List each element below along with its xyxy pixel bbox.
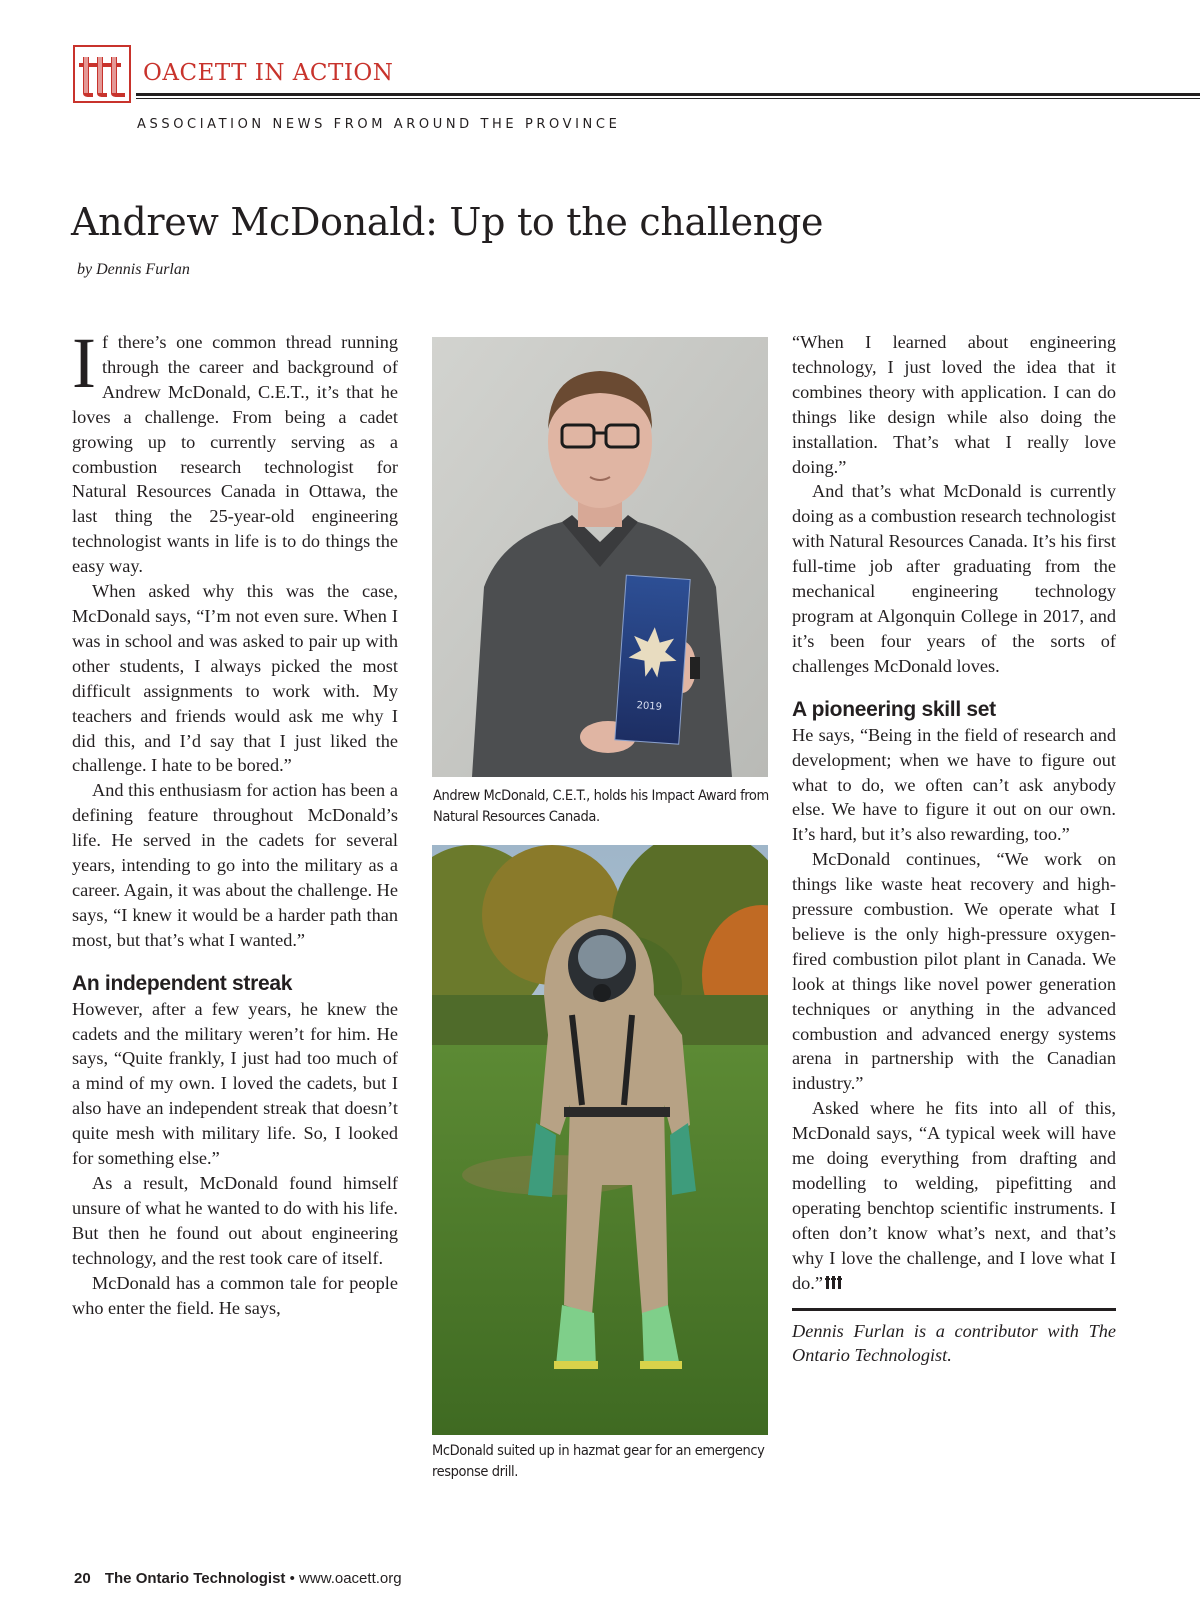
subheading: An independent streak — [72, 971, 293, 995]
author-bio: Dennis Furlan is a contributor with The Ontario Technologist. — [792, 1320, 1116, 1366]
oacett-logo-icon — [73, 45, 131, 103]
publication-name: The Ontario Technologist — [104, 1570, 286, 1587]
article-paragraph: McDonald has a common tale for people who enter the field. He says, — [72, 1272, 398, 1318]
header-rule-thin — [136, 98, 1200, 99]
article-paragraph: As a result, McDonald found himself unsure of what he wanted to do with his life. But then he found out about engineering technology, and the rest took care of itself. — [72, 1173, 398, 1268]
section-title: OACETT IN ACTION — [143, 60, 394, 86]
article-paragraph: When asked why this was the case, McDonald says, “I’m not even sure. When I was in school and was asked to pair up with other students, I always picked the most difficult assignments to work with. My teachers and friends would ask me why I did this, and I’d say that I just liked the challenge. I hate to be bored.” — [72, 581, 398, 776]
subheading: A pioneering skill set — [792, 697, 996, 721]
section-tagline: ASSOCIATION NEWS FROM AROUND THE PROVINCE — [137, 117, 621, 132]
drop-cap: I — [72, 323, 96, 403]
article-paragraph: He says, “Being in the field of research and development; when we have to figure out what to do, we often can’t ask anybody else. We have to figure it out on our own. It’s hard, but it’s also rewarding, too.” — [792, 724, 1116, 845]
article-byline: by Dennis Furlan — [77, 261, 190, 278]
paragraph-text: f there’s one common thread running through the career and background of Andrew McDonald, C.E.T., it’s that he loves a challenge. From being a cadet growing up to currently serving as a combustion research technologist for Natural Resources Canada in Ottawa, the last thing the 25-year-old engineering technologist wants in life is to do things the easy way. — [72, 332, 398, 577]
article-paragraph: And that’s what McDonald is currently doing as a combustion research technologist with Natural Resources Canada. It’s his first full-time job after graduating from the mechanical engineering technology program at Algonquin College in 2017, and it’s been four years of the sorts of challenges McDonald loves. — [792, 481, 1116, 676]
website-link[interactable]: www.oacett.org — [299, 1570, 402, 1587]
page-footer — [74, 1570, 402, 1587]
article-paragraph: “When I learned about engineering technology, I just loved the idea that it combines theory with application. I can do things like design while also doing the installation. That’s what I really love doing.” — [792, 332, 1116, 477]
article-paragraph: However, after a few years, he knew the cadets and the military weren’t for him. He says, “Quite frankly, I just had too much of a mind of my own. I loved the cadets, but I also have an independent streak that doesn’t quite mesh with military life. So, I looked for something else.” — [72, 998, 398, 1169]
article-paragraph — [72, 323, 398, 579]
article-paragraph: McDonald continues, “We work on things like waste heat recovery and high-pressure combustion. We operate what I believe is the only high-pressure oxygen-fired combustion pilot plant in Canada. We look at things like novel power generation techniques or anything in the advanced combustion and advanced energy systems arena in partnership with the Canadian industry.” — [792, 849, 1116, 1094]
award-year-label: 2019 — [636, 700, 663, 713]
article-paragraph: And this enthusiasm for action has been a defining feature throughout McDonald’s life. He served in the cadets for several years, intending to go into the military as a career. Again, it was about the challenge. He says, “I knew it would be a harder path than most, but that’s what I wanted.” — [72, 780, 398, 950]
right-column — [792, 330, 1116, 1368]
header-rule — [136, 93, 1200, 96]
hazmat-photo — [432, 845, 768, 1435]
end-mark-icon — [825, 1275, 843, 1291]
photo-caption: McDonald suited up in hazmat gear for an emergency response drill. — [432, 1443, 765, 1480]
award-photo — [432, 337, 768, 777]
page-number: 20 — [74, 1570, 91, 1587]
article-headline: Andrew McDonald: Up to the challenge — [71, 200, 824, 244]
article-paragraph — [792, 1096, 1116, 1295]
photo-caption: Andrew McDonald, C.E.T., holds his Impact Award from Natural Resources Canada. — [433, 788, 769, 825]
left-column — [72, 323, 398, 1320]
footer-separator: • — [289, 1570, 295, 1587]
paragraph-text: Asked where he fits into all of this, McDonald says, “A typical week will have me doing everything from drafting and modelling to welding, pipefitting and operating benchtop scientific instruments. I often don’t know what’s next, and that’s why I love the challenge, and I love what I do.” — [792, 1098, 1116, 1293]
bio-divider — [792, 1308, 1116, 1311]
